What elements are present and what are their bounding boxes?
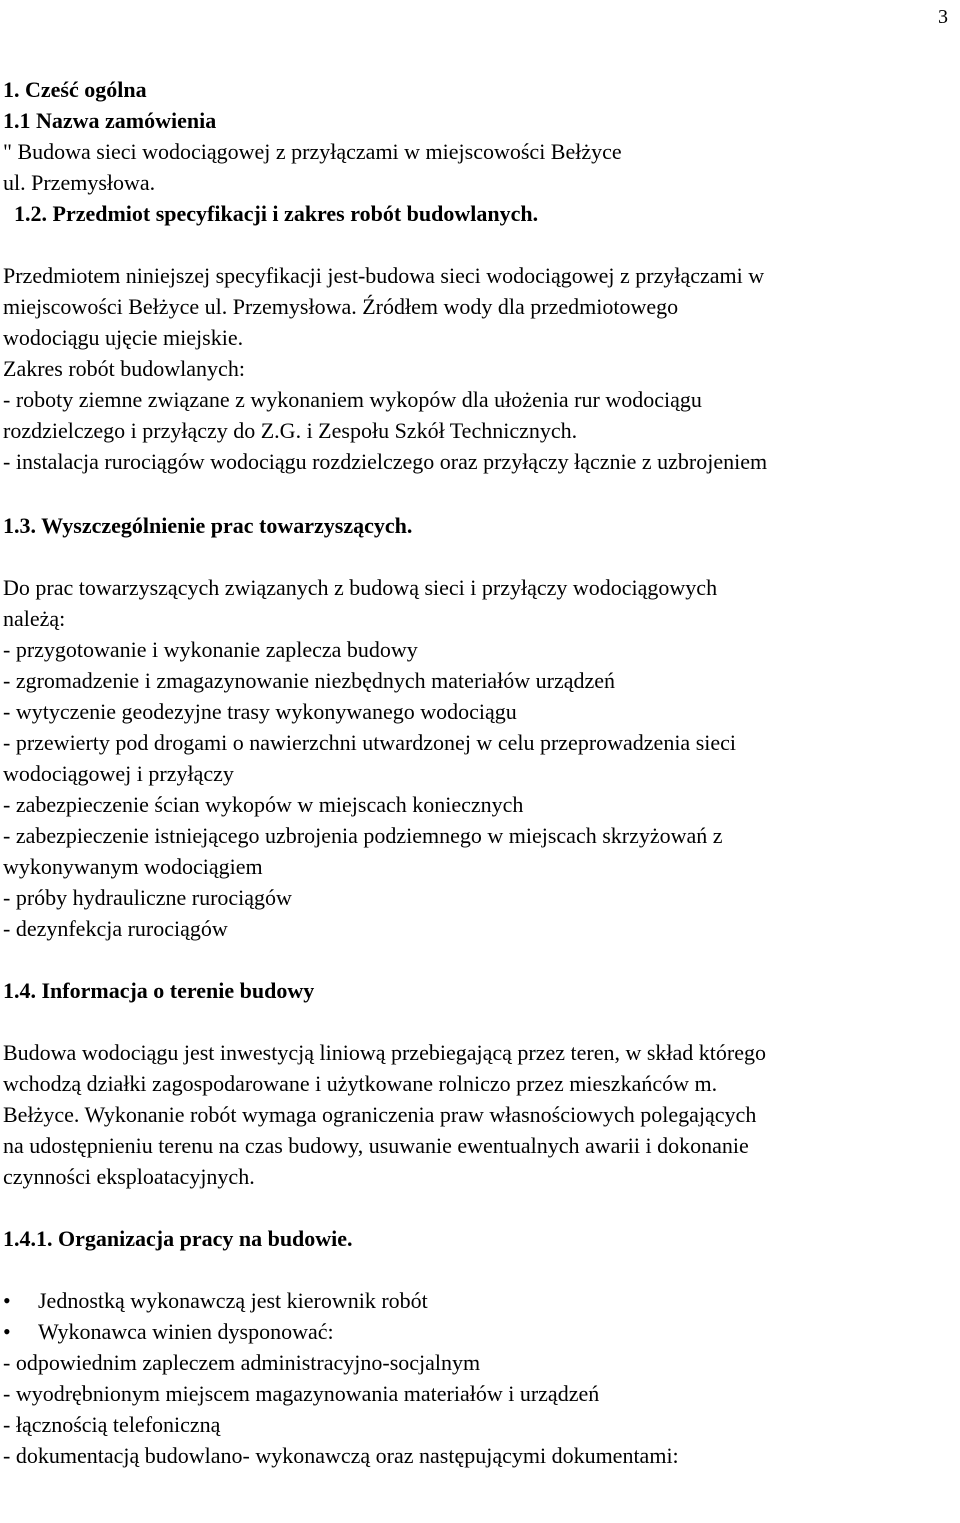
section-1-4-title: 1.4. Informacja o terenie budowy xyxy=(3,978,315,1003)
list-item: - przewierty pod drogami o nawierzchni utwardzonej w celu przeprowadzenia sieci xyxy=(3,730,737,755)
spacer xyxy=(3,477,958,508)
bullet-text: Wykonawca winien dysponować: xyxy=(38,1319,334,1344)
page-number: 3 xyxy=(938,6,948,28)
list-item: wodociągowej i przyłączy xyxy=(3,761,234,786)
bullet-item xyxy=(3,1285,958,1316)
paragraph-line: na udostępnieniu terenu na czas budowy, usuwanie ewentualnych awarii i dokonanie xyxy=(3,1133,749,1158)
paragraph-line: należą: xyxy=(3,606,66,631)
section-1-2-title: 1.2. Przedmiot specyfikacji i zakres robót budowlanych. xyxy=(3,201,539,226)
paragraph-line: Budowa wodociągu jest inwestycją liniową przebiegającą przez teren, w skład którego xyxy=(3,1040,766,1065)
list-item: - zabezpieczenie istniejącego uzbrojenia podziemnego w miejscach skrzyżowań z xyxy=(3,823,723,848)
paragraph-line: wchodzą działki zagospodarowane i użytkowane rolniczo przez mieszkańców m. xyxy=(3,1071,718,1096)
spacer xyxy=(3,1254,958,1285)
paragraph-line: Przedmiotem niniejszej specyfikacji jest-budowa sieci wodociągowej z przyłączami w xyxy=(3,263,765,288)
list-item: - próby hydrauliczne rurociągów xyxy=(3,885,292,910)
list-item: - przygotowanie i wykonanie zaplecza budowy xyxy=(3,637,418,662)
spacer xyxy=(3,1192,958,1223)
list-item: - łącznością telefoniczną xyxy=(3,1412,221,1437)
list-item: - odpowiednim zapleczem administracyjno-socjalnym xyxy=(3,1350,481,1375)
document-body xyxy=(3,74,958,1471)
section-1-3-title: 1.3. Wyszczególnienie prac towarzyszących. xyxy=(3,513,413,538)
section-1-4-1-title: 1.4.1. Organizacja pracy na budowie. xyxy=(3,1226,353,1251)
order-name-line: ul. Przemysłowa. xyxy=(3,170,156,195)
list-item: - dokumentacją budowlano- wykonawczą oraz następującymi dokumentami: xyxy=(3,1443,679,1468)
list-item: - wytyczenie geodezyjne trasy wykonywanego wodociągu xyxy=(3,699,517,724)
paragraph-line: miejscowości Bełżyce ul. Przemysłowa. Źródłem wody dla przedmiotowego xyxy=(3,294,679,319)
bullet-item xyxy=(3,1316,958,1347)
list-item: - zabezpieczenie ścian wykopów w miejscach koniecznych xyxy=(3,792,524,817)
paragraph-line: - instalacja rurociągów wodociągu rozdzielczego oraz przyłączy łącznie z uzbrojeniem xyxy=(3,449,768,474)
paragraph-line: czynności eksploatacyjnych. xyxy=(3,1164,255,1189)
order-name-line: " Budowa sieci wodociągowej z przyłączami w miejscowości Bełżyce xyxy=(3,139,622,164)
section-1-1-title: 1.1 Nazwa zamówienia xyxy=(3,108,217,133)
list-item: - wyodrębnionym miejscem magazynowania materiałów i urządzeń xyxy=(3,1381,600,1406)
list-item: wykonywanym wodociągiem xyxy=(3,854,263,879)
bullet-text: Jednostką wykonawczą jest kierownik robót xyxy=(38,1288,428,1313)
bullet-icon: • xyxy=(3,1288,11,1313)
spacer xyxy=(3,541,958,572)
paragraph-line: - roboty ziemne związane z wykonaniem wykopów dla ułożenia rur wodociągu xyxy=(3,387,702,412)
spacer xyxy=(3,229,958,260)
paragraph-line: wodociągu ujęcie miejskie. xyxy=(3,325,244,350)
list-item: - dezynfekcja rurociągów xyxy=(3,916,228,941)
section-1-title: 1. Cześć ogólna xyxy=(3,77,147,102)
bullet-icon: • xyxy=(3,1319,11,1344)
spacer xyxy=(3,1006,958,1037)
paragraph-line: Bełżyce. Wykonanie robót wymaga ograniczenia praw własnościowych polegających xyxy=(3,1102,757,1127)
list-item: - zgromadzenie i zmagazynowanie niezbędnych materiałów urządzeń xyxy=(3,668,616,693)
paragraph-line: rozdzielczego i przyłączy do Z.G. i Zespołu Szkół Technicznych. xyxy=(3,418,578,443)
spacer xyxy=(3,944,958,975)
paragraph-line: Do prac towarzyszących związanych z budową sieci i przyłączy wodociągowych xyxy=(3,575,718,600)
paragraph-line: Zakres robót budowlanych: xyxy=(3,356,245,381)
